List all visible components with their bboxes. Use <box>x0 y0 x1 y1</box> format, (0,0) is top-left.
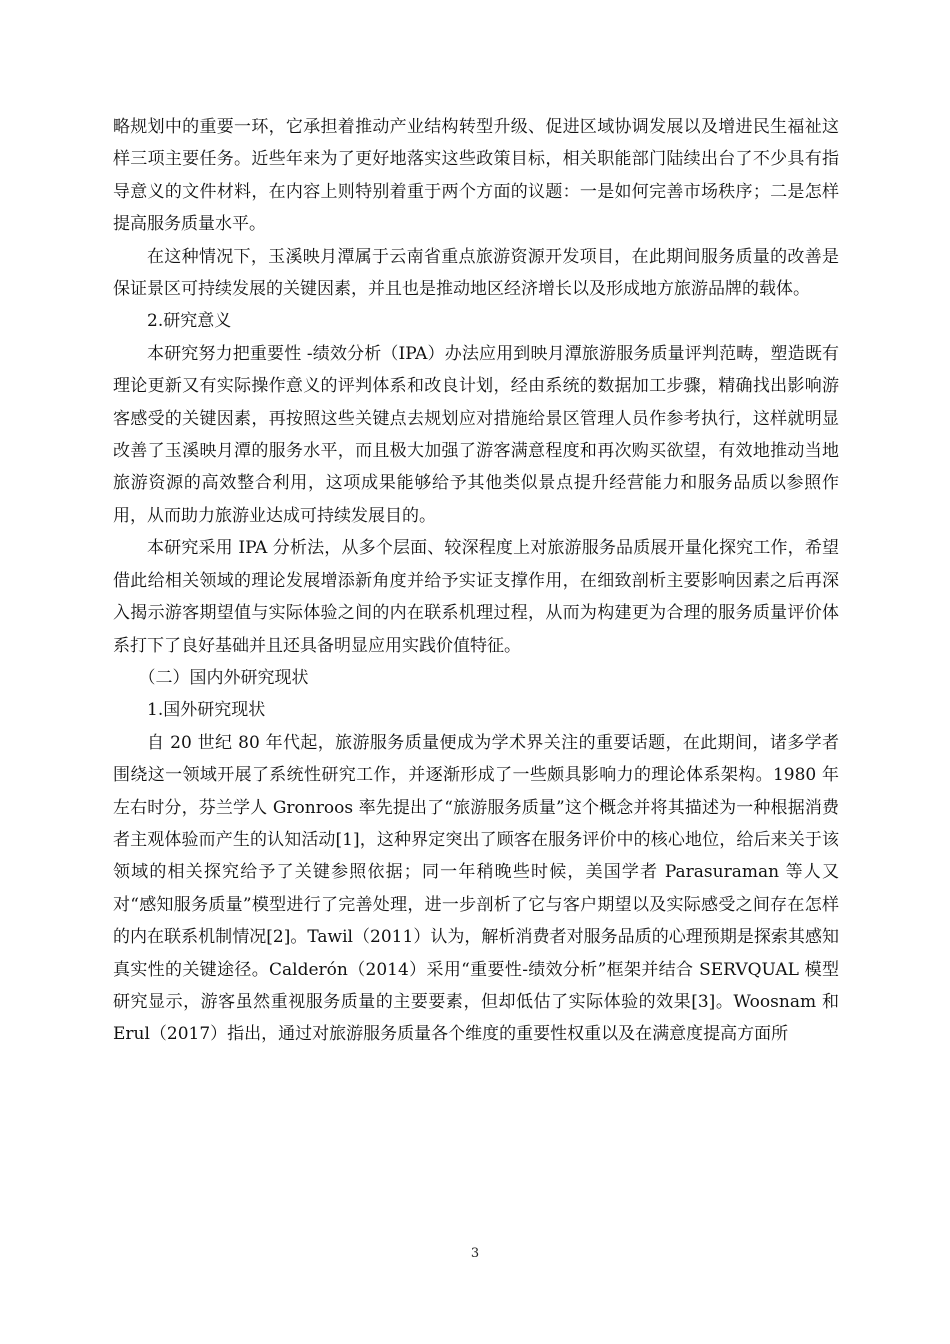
heading-research-status: （二）国内外研究现状 <box>138 667 309 688</box>
page-number: 3 <box>470 1246 480 1261</box>
body-text <box>113 111 839 1051</box>
paragraph-background: 在这种情况下，玉溪映月潭属于云南省重点旅游资源开发项目，在此期间服务质量的改善是保证景区可持续发展的关键因素，并且也是推动地区经济增长以及形成地方旅游品牌的载体。 <box>113 246 839 300</box>
paragraph-continued: 略规划中的重要一环，它承担着推动产业结构转型升级、促进区域协调发展以及增进民生福祉这样三项主要任务。近些年来为了更好地落实这些政策目标，相关职能部门陆续出台了不少具有指导意义的文件材料，在内容上则特别着重于两个方面的议题：一是如何完善市场秩序；二是怎样提高服务质量水平。 <box>113 117 839 235</box>
paragraph-significance-1: 本研究努力把重要性 -绩效分析（IPA）办法应用到映月潭旅游服务质量评判范畴，塑造既有理论更新又有实际操作意义的评判体系和改良计划，经由系统的数据加工步骤，精确找出影响游客感受的关键因素，再按照这些关键点去规划应对措施给景区管理人员作参考执行，这样就明显改善了玉溪映月潭的服务水平，而且极大加强了游客满意程度和再次购买欲望，有效地推动当地旅游资源的高效整合利用，这项成果能够给予其他类似景点提升经营能力和服务品质以参照作用，从而助力旅游业达成可持续发展目的。 <box>113 343 839 526</box>
heading-research-significance: 2.研究意义 <box>147 311 232 332</box>
heading-foreign-research: 1.国外研究现状 <box>147 700 266 721</box>
paragraph-foreign-research: 自 20 世纪 80 年代起，旅游服务质量便成为学术界关注的重要话题，在此期间，诸多学者围绕这一领域开展了系统性研究工作，并逐渐形成了一些颇具影响力的理论体系架构。1980 年左右时分，芬兰学人 Gronroos 率先提出了“旅游服务质量”这个概念并将其描述为一种根据消费者主观体验而产生的认知活动[1]，这种界定突出了顾客在服务评价中的核心地位，给后来关于该领域的相关探究给予了关键参照依据；同一年稍晚些时候，美国学者 Parasuraman 等人又对“感知服务质量”模型进行了完善处理，进一步剖析了它与客户期望以及实际感受之间存在怎样的内在联系机制情况[2]。Tawil（2011）认为，解析消费者对服务品质的心理预期是探索其感知真实性的关键途径。Calderón（2014）采用“重要性-绩效分析”框架并结合 SERVQUAL 模型研究显示，游客虽然重视服务质量的主要要素，但却低估了实际体验的效果[3]。Woosnam 和 Erul（2017）指出，通过对旅游服务质量各个维度的重要性权重以及在满意度提高方面所 <box>113 732 839 1045</box>
paragraph-significance-2: 本研究采用 IPA 分析法，从多个层面、较深程度上对旅游服务品质展开量化探究工作，希望借此给相关领域的理论发展增添新角度并给予实证支撑作用，在细致剖析主要影响因素之后再深入揭示游客期望值与实际体验之间的内在联系机理过程，从而为构建更为合理的服务质量评价体系打下了良好基础并且还具备明显应用实践价值特征。 <box>113 538 839 656</box>
